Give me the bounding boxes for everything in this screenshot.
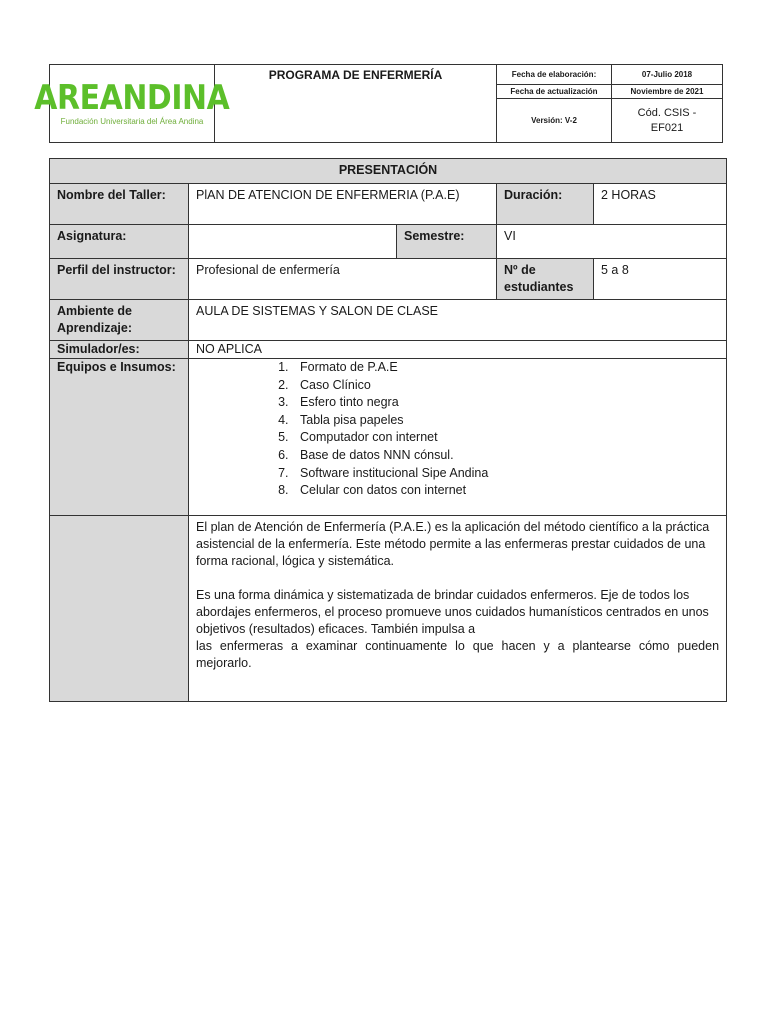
equipos-insumos-label: Equipos e Insumos: bbox=[50, 359, 189, 516]
program-title: PROGRAMA DE ENFERMERÍA bbox=[215, 65, 497, 143]
list-item: 5. Computador con internet bbox=[292, 429, 719, 447]
code-line-2: EF021 bbox=[650, 121, 684, 134]
logo-cell bbox=[34, 65, 230, 143]
asignatura-value bbox=[189, 225, 397, 259]
section-title: PRESENTACIÓN bbox=[50, 159, 727, 184]
num-estudiantes-value: 5 a 8 bbox=[594, 259, 727, 300]
simulador-label: Simulador/es: bbox=[50, 341, 189, 359]
fecha-elaboracion-value: 07-Julio 2018 bbox=[612, 65, 723, 85]
equipos-insumos-cell bbox=[189, 359, 727, 516]
description-paragraph-1: El plan de Atención de Enfermería (P.A.E.) es la aplicación del método científico a la práctica asistencial de la enfermería. Este método permite a las enfermeras prestar cuidados de una forma racional, lógica y sistemática. bbox=[196, 520, 710, 568]
document-header bbox=[34, 64, 723, 143]
nombre-taller-value: PlAN DE ATENCION DE ENFERMERIA (P.A.E) bbox=[189, 184, 497, 225]
perfil-instructor-value: Profesional de enfermería bbox=[189, 259, 497, 300]
perfil-instructor-label: Perfil del instructor: bbox=[50, 259, 189, 300]
ambiente-label-line-2: Aprendizaje: bbox=[57, 321, 133, 335]
description-label-cell bbox=[50, 516, 189, 702]
semestre-value: VI bbox=[497, 225, 727, 259]
asignatura-label: Asignatura: bbox=[50, 225, 189, 259]
list-item: 1. Formato de P.A.E bbox=[292, 359, 719, 377]
description-paragraph-2: Es una forma dinámica y sistematizada de brindar cuidados enfermeros. Eje de todos los abordajes enfermeros, el proceso promueve unos cuidados humanísticos centrados en unos objetivos (resultados) eficaces. También impulsa a bbox=[196, 588, 709, 636]
description-paragraph-3: las enfermeras a examinar continuamente lo que hacen y a plantearse cómo pueden mejorarlo. bbox=[196, 639, 720, 670]
list-item: 7. Software institucional Sipe Andina bbox=[292, 465, 719, 483]
list-item: 4. Tabla pisa papeles bbox=[292, 412, 719, 430]
equipos-list bbox=[196, 359, 719, 500]
fecha-elaboracion-label: Fecha de elaboración: bbox=[497, 65, 612, 85]
areandina-logo bbox=[34, 78, 230, 126]
semestre-label: Semestre: bbox=[397, 225, 497, 259]
code-line-1: Cód. CSIS - bbox=[637, 106, 697, 119]
num-estudiantes-label bbox=[497, 259, 594, 300]
logo-wordmark: AREANDINA bbox=[34, 78, 230, 118]
logo-tagline: Fundación Universitaria del Área Andina bbox=[60, 117, 204, 126]
presentation-table bbox=[49, 158, 727, 702]
list-item: 8. Celular con datos con internet bbox=[292, 482, 719, 500]
ambiente-label-line-1: Ambiente de bbox=[57, 304, 133, 318]
list-item: 3. Esfero tinto negra bbox=[292, 394, 719, 412]
duracion-label: Duración: bbox=[497, 184, 594, 225]
ambiente-aprendizaje-label bbox=[50, 300, 189, 341]
num-estudiantes-label-line-2: estudiantes bbox=[504, 280, 574, 294]
description-cell bbox=[189, 516, 727, 702]
duracion-value: 2 HORAS bbox=[594, 184, 727, 225]
version-label: Versión: V-2 bbox=[497, 99, 612, 143]
ambiente-aprendizaje-value: AULA DE SISTEMAS Y SALON DE CLASE bbox=[189, 300, 727, 341]
document-code bbox=[612, 99, 723, 143]
list-item: 2. Caso Clínico bbox=[292, 377, 719, 395]
list-item: 6. Base de datos NNN cónsul. bbox=[292, 447, 719, 465]
simulador-value: NO APLICA bbox=[189, 341, 727, 359]
fecha-actualizacion-value: Noviembre de 2021 bbox=[612, 85, 723, 99]
num-estudiantes-label-line-1: Nº de bbox=[504, 263, 536, 277]
fecha-actualizacion-label: Fecha de actualización bbox=[497, 85, 612, 99]
nombre-taller-label: Nombre del Taller: bbox=[50, 184, 189, 225]
